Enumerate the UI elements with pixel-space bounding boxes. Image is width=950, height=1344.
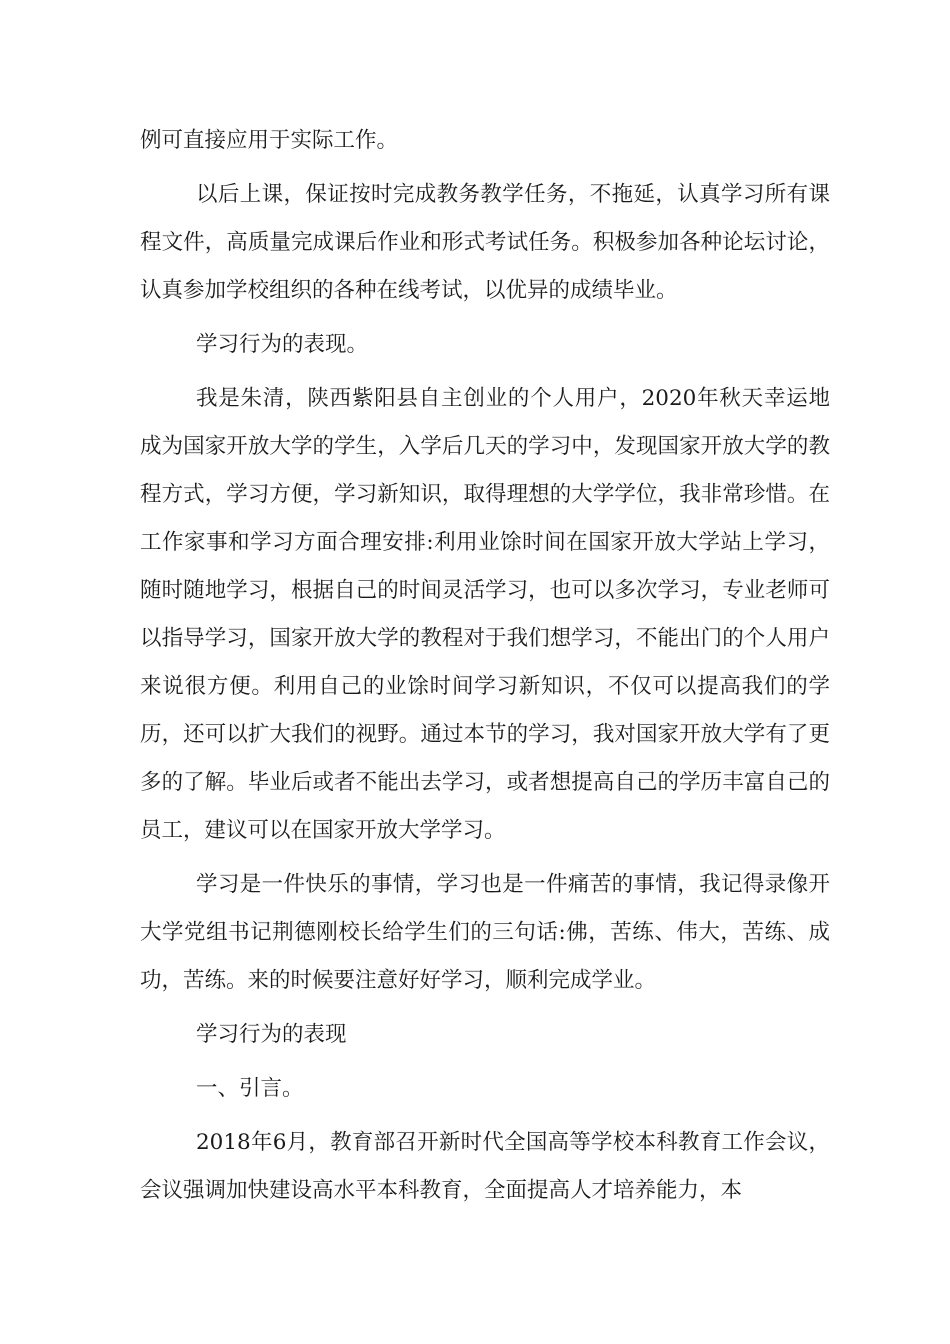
section-heading-learning-behavior: 学习行为的表现。 xyxy=(196,332,369,357)
paragraph-continuation: 例可直接应用于实际工作。 xyxy=(140,128,399,153)
section-heading-learning-behavior-2: 学习行为的表现 xyxy=(196,1022,347,1047)
section-heading-introduction: 一、引言。 xyxy=(196,1076,304,1101)
paragraph-learning-reflection: 学习是一件快乐的事情，学习也是一件痛苦的事情，我记得录像开大学党组书记荆德刚校长给学生们的三句话:佛，苦练、伟大，苦练、成功，苦练。来的时候要注意好好学习，顺利完成学业。 xyxy=(140,872,830,993)
paragraph-self-introduction: 我是朱清，陕西紫阳县自主创业的个人用户，2020年秋天幸运地成为国家开放大学的学生，入学后几天的学习中，发现国家开放大学的教程方式，学习方便，学习新知识，取得理想的大学学位，我非常珍惜。在工作家事和学习方面合理安排:利用业馀时间在国家开放大学站上学习，随时随地学习，根据自己的时间灵活学习，也可以多次学习，专业老师可以指导学习，国家开放大学的教程对于我们想学习，不能出门的个人用户来说很方便。利用自己的业馀时间学习新知识，不仅可以提高我们的学历，还可以扩大我们的视野。通过本节的学习，我对国家开放大学有了更多的了解。毕业后或者不能出去学习，或者想提高自己的学历丰富自己的员工，建议可以在国家开放大学学习。 xyxy=(140,386,830,843)
paragraph-course-commitment: 以后上课，保证按时完成教务教学任务，不拖延，认真学习所有课程文件，高质量完成课后作业和形式考试任务。积极参加各种论坛讨论，认真参加学校组织的各种在线考试，以优异的成绩毕业。 xyxy=(140,182,830,303)
paragraph-education-conference: 2018年6月，教育部召开新时代全国高等学校本科教育工作会议，会议强调加快建设高水平本科教育，全面提高人才培养能力，本 xyxy=(140,1130,830,1203)
document-body xyxy=(140,117,830,1221)
